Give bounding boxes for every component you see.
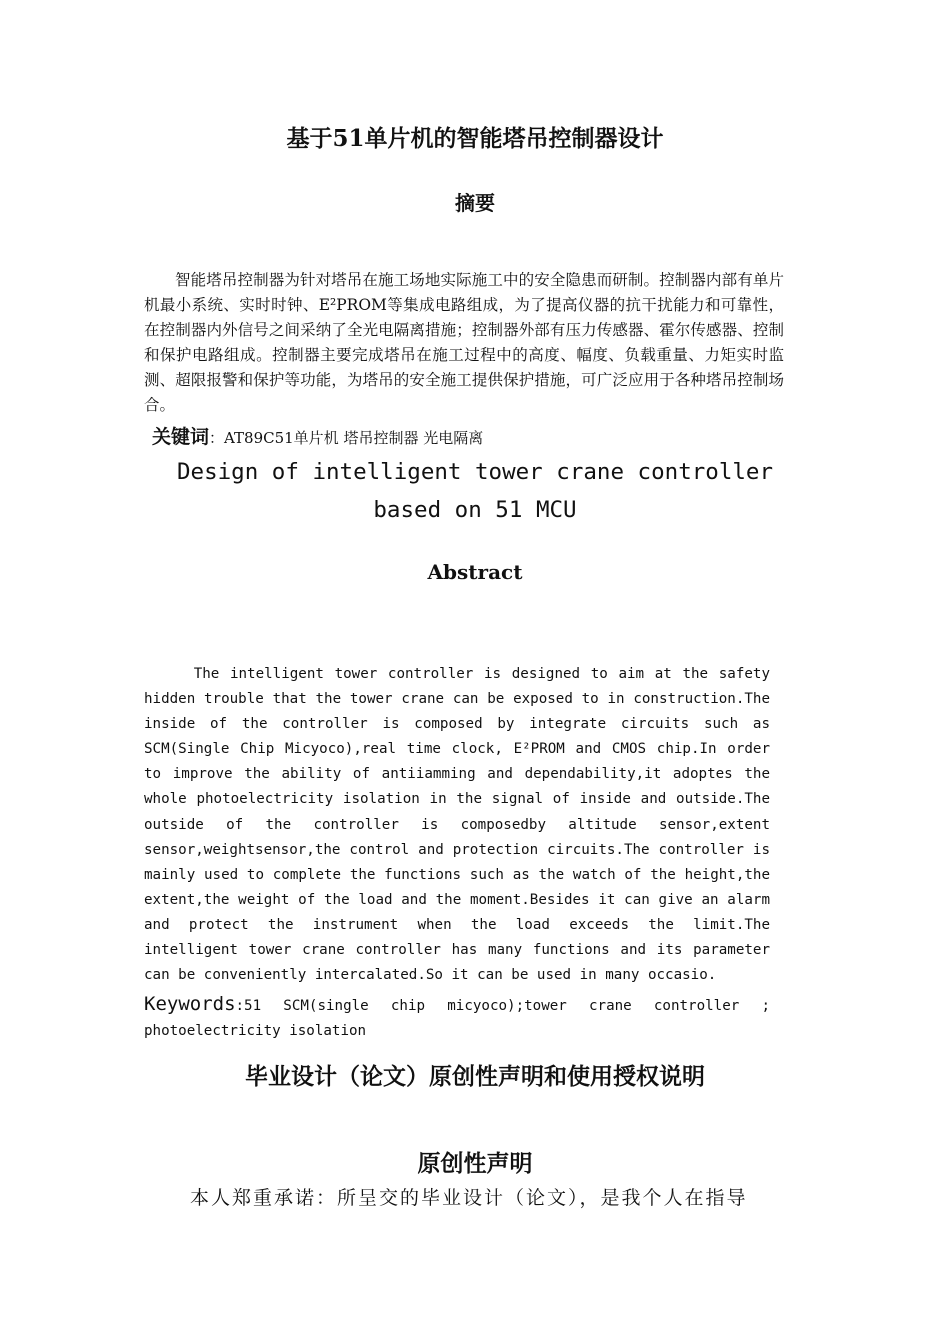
english-keywords <box>144 992 770 1044</box>
chinese-keywords-label: 关键词 <box>152 426 210 448</box>
english-title-line-1: Design of intelligent tower crane controller <box>176 459 774 485</box>
chinese-abstract-paragraph: 智能塔吊控制器为针对塔吊在施工场地实际施工中的安全隐患而研制。控制器内部有单片机最小系统、实时时钟、E²PROM等集成电路组成，为了提高仪器的抗干扰能力和可靠性，在控制器内外信号之间采纳了全光电隔离措施；控制器外部有压力传感器、霍尔传感器、控制和保护电路组成。控制器主要完成塔吊在施工过程中的高度、幅度、负载重量、力矩实时监测、超限报警和保护等功能，为塔吊的安全施工提供保护措施，可广泛应用于各种塔吊控制场合。 <box>144 271 784 414</box>
chinese-keywords-value: ：AT89C51单片机 塔吊控制器 光电隔离 <box>209 429 484 447</box>
originality-heading: 原创性声明 <box>417 1151 533 1177</box>
english-abstract-heading: Abstract <box>427 560 523 584</box>
chinese-abstract-body <box>144 268 784 418</box>
english-keywords-label: Keywords <box>144 993 236 1015</box>
chinese-title: 基于51单片机的智能塔吊控制器设计 <box>286 125 664 152</box>
chinese-abstract-heading: 摘要 <box>455 191 495 215</box>
declaration-heading: 毕业设计（论文）原创性声明和使用授权说明 <box>245 1064 705 1090</box>
chinese-keywords <box>152 422 483 449</box>
english-abstract-paragraph: The intelligent tower controller is designed to aim at the safety hidden trouble that the tower crane can be exposed to in construction.The inside of the controller is composed by integrate circuits such as SCM(Single Chip Micyoco),real time clock, E²PROM and CMOS chip.In order to improve the ability of antiiamming and dependability,it adoptes the whole photoelectricity isolation in the signal of inside and outside.The outside of the controller is composedby altitude sensor,extent sensor,weightsensor,the control and protection circuits.The controller is mainly used to complete the functions such as the watch of the height,the extent,the weight of the load and the moment.Besides it can give an alarm and protect the instrument when the load exceeds the limit.The intelligent tower crane controller has many functions and its parameter can be conveniently intercalated.So it can be used in many occasio. <box>144 666 770 984</box>
english-keywords-value: :51 SCM(single chip micyoco);tower crane controller ; photoelectricity isolation <box>144 998 770 1039</box>
originality-statement-line: 本人郑重承诺：所呈交的毕业设计（论文），是我个人在指导 <box>190 1187 748 1209</box>
english-title <box>0 453 950 529</box>
english-abstract-body <box>144 662 770 988</box>
english-title-line-2: based on 51 MCU <box>373 497 577 523</box>
